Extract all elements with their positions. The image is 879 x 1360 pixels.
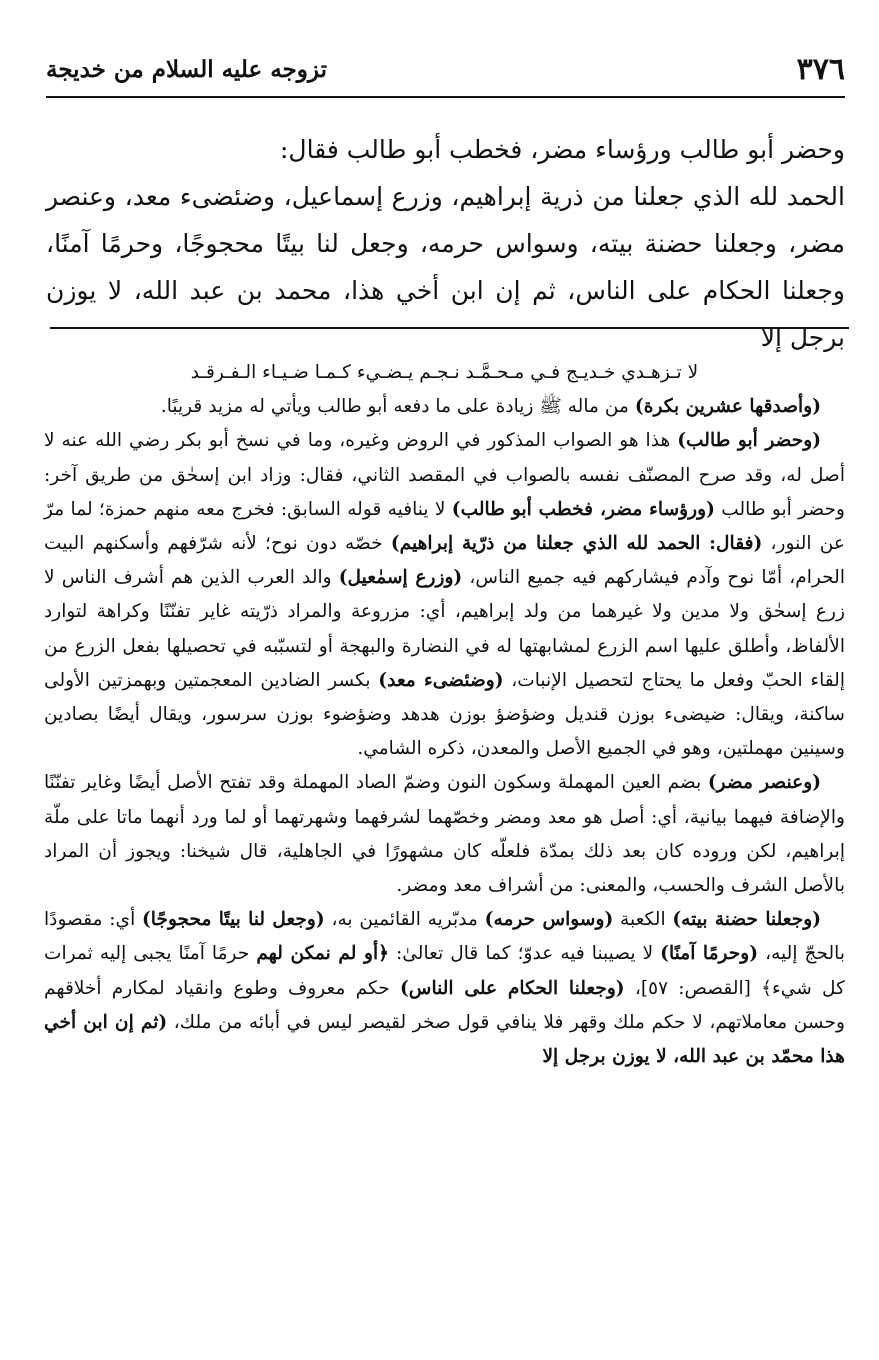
quoted-phrase: (وجعلنا حضنة بيته) [672,909,821,931]
commentary-text: من ماله ﷺ زيادة على ما دفعه أبو طالب ويأتي له مزيد قريبًا. [160,396,635,418]
main-text-paragraph: الحمد لله الذي جعلنا من ذرية إبراهيم، وزرع إسماعيل، وضئضىء معد، وعنصر مضر، وجعلنا حضنة بيته، وسواس حرمه، وجعل لنا بيتًا محجوجًا، وحرمًا آمنًا، وجعلنا الحكام على الناس، ثم إن ابن أخي هذا، محمد بن عبد الله، لا يوزن برجل إلا [46,182,845,352]
commentary-text: بكسر الضادين المعجمتين وبهمزتين الأولى ساكنة، ويقال: ضيضىء بوزن قنديل وضؤضؤ بوزن هدهد وضؤضوء بوزن سرسور، ويقال أيضًا بصادين وسينين مهملتين، وهو في الجميع الأصل والمعدن، ذكره الشامي. [44,669,845,760]
main-text [46,126,845,361]
quoted-phrase: (وعنصر مضر) [707,772,822,794]
commentary-text: حرمًا آمنًا يجبى إليه ثمرات كل شيء﴾ [القصص: ٥٧]، [44,943,845,999]
quoted-phrase: (وأصدقها عشرين بكرة) [634,396,821,418]
commentary-text: لا يصيبنا فيه عدوّ؛ كما قال تعالىٰ: [389,943,661,965]
commentary-text: والد العرب الذين هم أشرف الناس لا زرع إسحٰق ولا مدين ولا غيرهما من ولد إبراهيم، أي: مزروعة والمراد ذرّيته غاير تفنّنًا وكراهة لتوارد الألفاظ، وأطلق عليها اسم الزرع لمشابهتها له في النضارة والبهجة أو لتسبّبه في تحصيلها بفعل الزرع من إلقاء الحبّ وفعل ما يحتاج لتحصيل الإنبات، [44,567,845,691]
commentary-text: مدبّريه القائمين به، [324,909,485,931]
main-text-line: وحضر أبو طالب ورؤساء مضر، فخطب أبو طالب فقال: [280,135,845,164]
page-number: ٣٧٦ [796,52,845,87]
quoted-phrase: (وضئضىء معد) [378,669,504,691]
page-header [46,50,845,90]
commentary-text: لا ينافيه قوله السابق: فخرج معه منهم حمزة؛ لما مرّ عن النور، [44,498,845,555]
commentary-paragraph [44,903,845,1074]
commentary-text: حكم معروف وطوع وانقياد لمكارم أخلاقهم وحسن معاملاتهم، لا حكم ملك وقهر فلا ينافي قول صخر لقيصر ليس في أبائه من ملك، [44,977,845,1033]
quoted-phrase: (ثم إن ابن أخي هذا محمّد بن عبد الله، لا يوزن برجل إلا [44,1011,845,1068]
quoted-phrase: (فقال: الحمد لله الذي جعلنا من ذرّية إبراهيم) [390,533,763,555]
commentary-paragraph [44,424,845,766]
quoted-phrase: ﴿أو لم نمكن لهم [256,943,390,965]
quoted-phrase: (وحضر أبو طالب) [677,430,821,452]
quoted-phrase: (وجعل لنا بيتًا محجوجًا) [141,909,325,931]
commentary-paragraph [44,390,845,424]
quoted-phrase: (وسواس حرمه) [484,909,614,931]
quoted-phrase: (وحرمًا آمنًا) [660,943,759,965]
commentary [44,356,845,1074]
separator-rule [50,327,849,329]
header-rule [46,96,845,98]
commentary-text: الكعبة [613,909,673,931]
commentary-text: هذا هو الصواب المذكور في الروض وغيره، وما في نسخ أبو بكر رضي الله عنه لا أصل له، وقد صرح المصنّف نفسه بالصواب في المقصد الثاني، فقال: وزاد ابن إسحٰق من طريق آخر: وحضر أبو طالب [44,430,846,520]
commentary-text: بضم العين المهملة وسكون النون وضمّ الصاد المهملة وقد تفتح الأصل أيضًا وغاير تفنّنًا والإضافة فيهما بيانية، أي: أصل هو معد ومضر وخصّهما لشرفهما وشهرتهما أو لما ورد أنهما ماتا على ملّة إبراهيم، لكن وروده كان بعد ذلك بمدّة فلعلّه كان مشهورًا في الجاهلية، قال شيخنا: ويجوز أن المراد بالأصل الشرف والحسب، والمعنى: من أشراف معد ومضر. [44,772,845,897]
quoted-phrase: (وزرع إسمٰعيل) [338,567,463,589]
commentary-text: أي: مقصودًا بالحجّ إليه، [44,909,846,965]
quoted-phrase: (ورؤساء مضر، فخطب أبو طالب) [451,498,715,520]
commentary-paragraph [44,766,845,903]
poem-verse: لا تـزهـدي خـديـج فـي مـحـمَّـد نـجـم يـضـيء كـمـا ضـيـاء الـفـرقـد [190,362,699,383]
running-title: تزوجه عليه السلام من خديجة [46,56,327,83]
quoted-phrase: (وجعلنا الحكام على الناس) [400,977,625,999]
commentary-text: خصّه دون نوح؛ لأنه شرّفهم وأسكنهم البيت الحرام، أمّا نوح وآدم فيشاركهم فيه جميع الناس، [44,533,845,589]
